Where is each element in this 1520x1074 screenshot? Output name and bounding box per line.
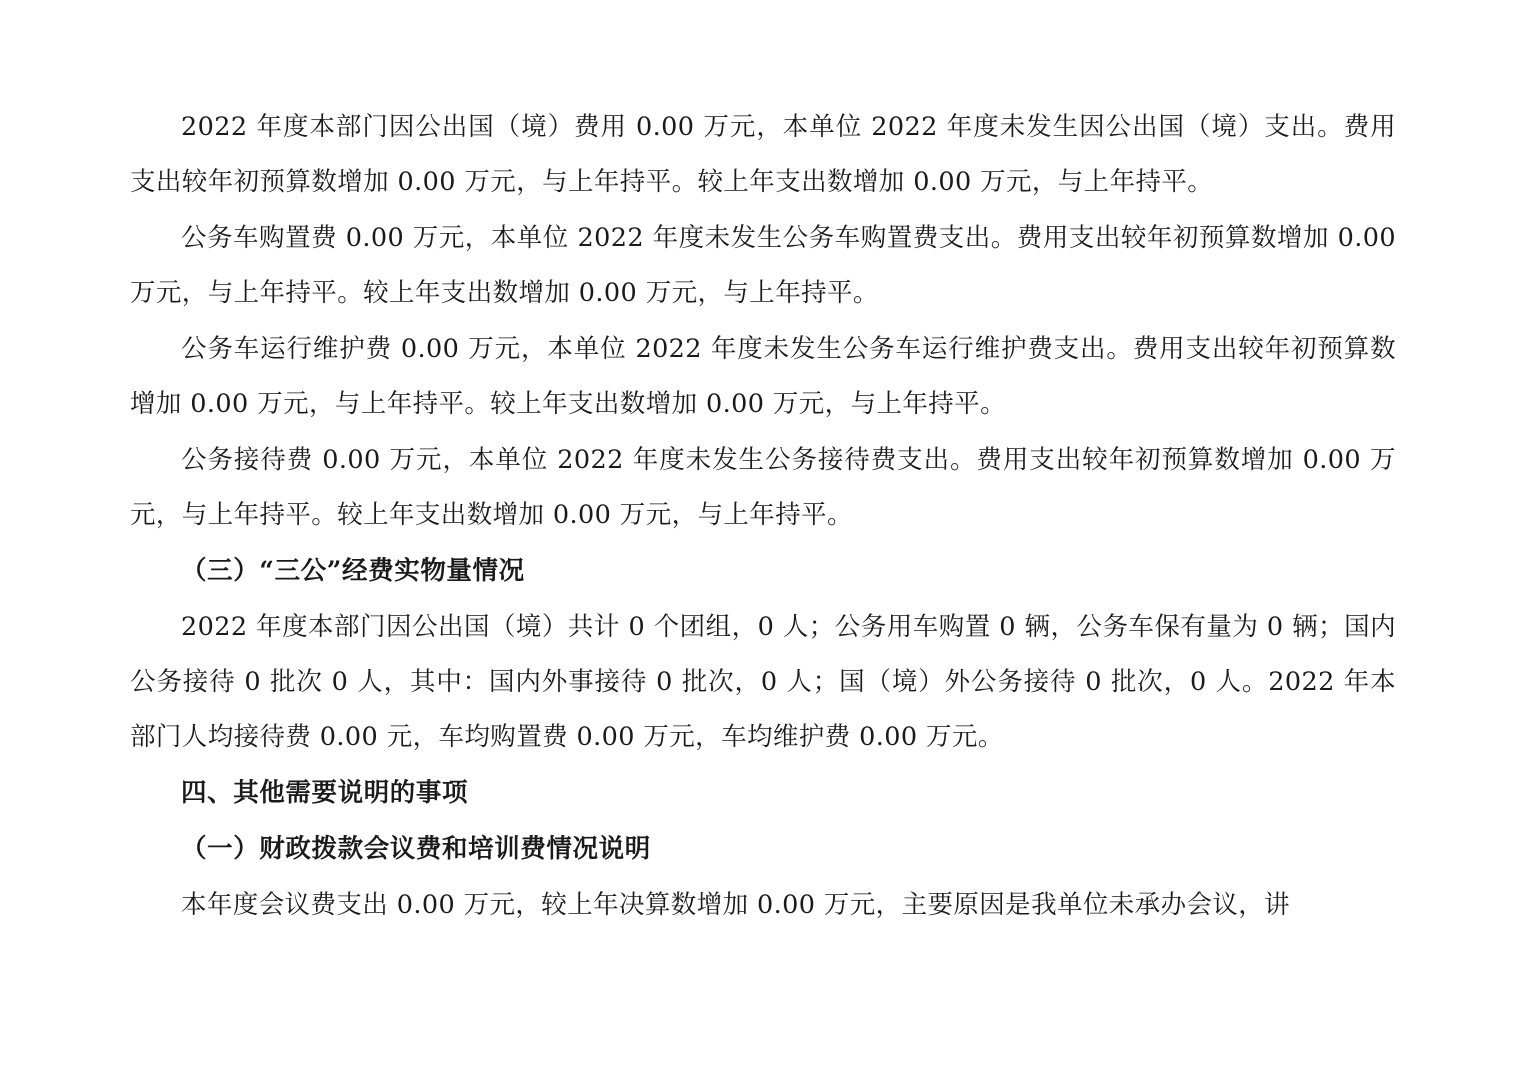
heading-meeting-training-fee: （一）财政拨款会议费和培训费情况说明	[181, 834, 651, 864]
heading-other-matters: 四、其他需要说明的事项	[181, 778, 469, 808]
para-meeting-fee-detail: 本年度会议费支出 0.00 万元，较上年决算数增加 0.00 万元，主要原因是我单位未承办会议，讲	[181, 890, 1291, 920]
para-official-reception: 公务接待费 0.00 万元，本单位 2022 年度未发生公务接待费支出。费用支出较年初预算数增加 0.00 万元，与上年持平。较上年支出数增加 0.00 万元，与上年持平。	[130, 445, 1396, 530]
para-vehicle-maintenance: 公务车运行维护费 0.00 万元，本单位 2022 年度未发生公务车运行维护费支出。费用支出较年初预算数增加 0.00 万元，与上年持平。较上年支出数增加 0.00 万元，与上年持平。	[130, 334, 1396, 419]
heading-three-public-physical-quantity: （三）“三公”经费实物量情况	[181, 556, 525, 586]
para-physical-quantity-detail: 2022 年度本部门因公出国（境）共计 0 个团组，0 人；公务用车购置 0 辆，公务车保有量为 0 辆；国内公务接待 0 批次 0 人，其中：国内外事接待 0 批次，0 人；国（境）外公务接待 0 批次，0 人。2022 年本部门人均接待费 0.00 元，车均购置费 0.00 万元，车均维护费 0.00 万元。	[130, 612, 1396, 752]
para-vehicle-purchase: 公务车购置费 0.00 万元，本单位 2022 年度未发生公务车购置费支出。费用支出较年初预算数增加 0.00 万元，与上年持平。较上年支出数增加 0.00 万元，与上年持平。	[130, 223, 1396, 308]
document-body	[130, 100, 1396, 933]
para-overseas-travel: 2022 年度本部门因公出国（境）费用 0.00 万元，本单位 2022 年度未发生因公出国（境）支出。费用支出较年初预算数增加 0.00 万元，与上年持平。较上年支出数增加 0.00 万元，与上年持平。	[130, 112, 1396, 197]
